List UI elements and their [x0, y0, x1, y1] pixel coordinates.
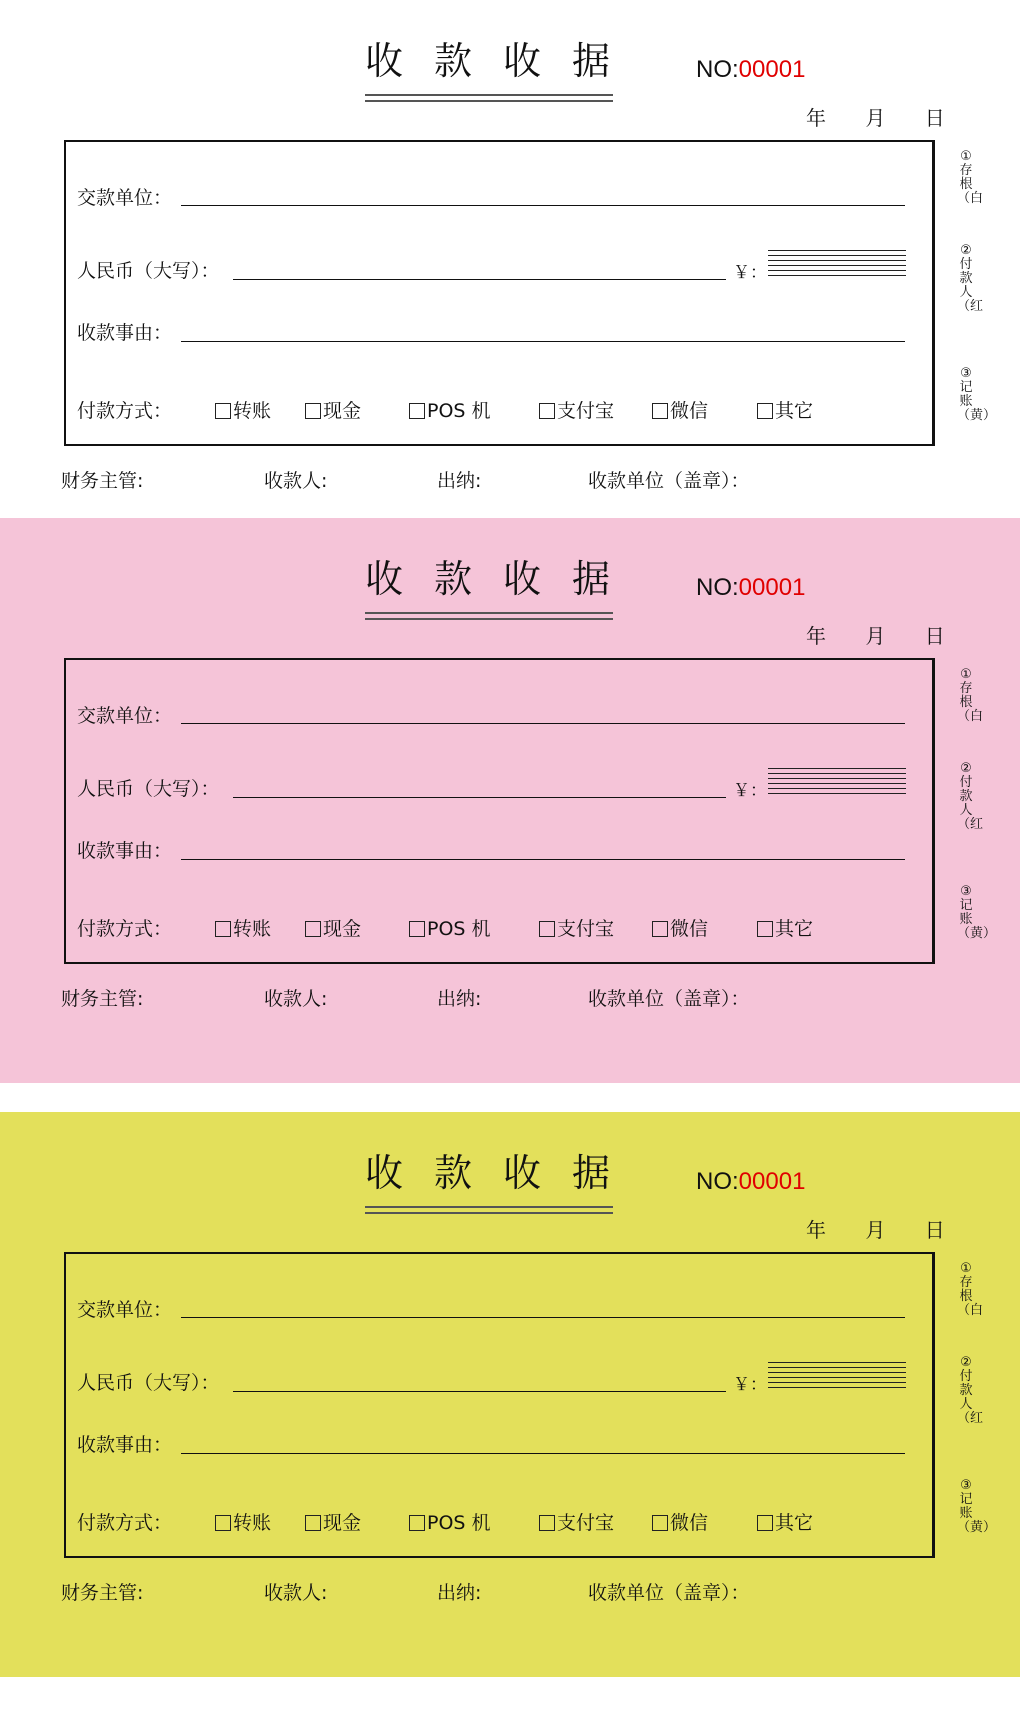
payment-option-alipay[interactable]	[539, 396, 614, 423]
checkbox-icon[interactable]	[539, 403, 555, 419]
yen-label: ￥：	[733, 263, 767, 283]
payment-option-pos[interactable]	[409, 1508, 491, 1535]
title-underline	[365, 100, 613, 102]
receipt-title: 收款收据	[365, 1151, 642, 1195]
side-note-accounting: ③记账（黄）	[957, 366, 997, 423]
receipt-copy	[0, 518, 1020, 1083]
side-note-payer: ②付款人（红	[957, 243, 984, 314]
payment-option-wechat[interactable]	[652, 396, 708, 423]
receipt-number-prefix: NO:	[696, 56, 739, 83]
receipt-number	[696, 574, 805, 602]
checkbox-icon[interactable]	[652, 921, 668, 937]
signature-finance-supervisor: 财务主管:	[61, 1582, 144, 1604]
signature-payee: 收款人:	[264, 470, 328, 492]
payment-option-transfer[interactable]	[215, 914, 271, 941]
payment-option-label: 其它	[775, 400, 814, 422]
payment-option-label: 其它	[775, 1512, 814, 1534]
payment-option-transfer[interactable]	[215, 1508, 271, 1535]
payment-method-label: 付款方式：	[77, 918, 173, 940]
date-row	[806, 1214, 945, 1243]
side-note-payer: ②付款人（红	[957, 761, 984, 832]
signature-cashier: 出纳:	[437, 988, 482, 1010]
payment-method-label: 付款方式：	[77, 400, 173, 422]
signature-receiving-unit-seal: 收款单位（盖章）：	[588, 1582, 750, 1604]
payer-field[interactable]	[181, 1317, 905, 1318]
reason-label: 收款事由：	[77, 1434, 173, 1456]
checkbox-icon[interactable]	[409, 1515, 425, 1531]
checkbox-icon[interactable]	[652, 1515, 668, 1531]
yen-label: ￥：	[733, 1375, 767, 1395]
payment-option-cash[interactable]	[305, 1508, 361, 1535]
date-year: 年	[806, 624, 826, 648]
signature-finance-supervisor: 财务主管:	[61, 470, 144, 492]
reason-label: 收款事由：	[77, 322, 173, 344]
payment-option-cash[interactable]	[305, 914, 361, 941]
date-month: 月	[865, 624, 886, 648]
side-note-stub: ①存根（白	[957, 667, 984, 724]
amount-figures-field[interactable]	[768, 768, 906, 804]
payment-option-label: 微信	[670, 918, 709, 940]
title-underline	[365, 1212, 613, 1214]
signature-receiving-unit-seal: 收款单位（盖章）：	[588, 470, 750, 492]
checkbox-icon[interactable]	[305, 1515, 321, 1531]
payment-option-wechat[interactable]	[652, 1508, 708, 1535]
date-year: 年	[806, 1218, 826, 1242]
payer-field[interactable]	[181, 723, 905, 724]
amount-words-label: 人民币（大写）：	[77, 1372, 220, 1394]
payment-option-label: 现金	[323, 1512, 362, 1534]
payment-option-label: 微信	[670, 400, 709, 422]
receipt-title: 收款收据	[365, 557, 642, 601]
receipt-number	[696, 56, 805, 84]
amount-words-field[interactable]	[233, 797, 726, 798]
receipt-number-value: 00001	[738, 56, 806, 83]
checkbox-icon[interactable]	[305, 921, 321, 937]
title-underline	[365, 618, 613, 620]
payment-option-other[interactable]	[757, 914, 813, 941]
payment-option-pos[interactable]	[409, 396, 491, 423]
payment-option-transfer[interactable]	[215, 396, 271, 423]
payment-option-label: 现金	[323, 918, 362, 940]
receipt-number-prefix: NO:	[696, 1168, 739, 1195]
date-year: 年	[806, 106, 826, 130]
side-note-stub: ①存根（白	[957, 1261, 984, 1318]
payment-method-label: 付款方式：	[77, 1512, 173, 1534]
payment-option-label: POS 机	[427, 400, 491, 422]
payment-option-alipay[interactable]	[539, 914, 614, 941]
signature-finance-supervisor: 财务主管:	[61, 988, 144, 1010]
checkbox-icon[interactable]	[215, 1515, 231, 1531]
payment-option-label: 微信	[670, 1512, 709, 1534]
checkbox-icon[interactable]	[757, 1515, 773, 1531]
side-note-accounting: ③记账（黄）	[957, 884, 997, 941]
receipt-title: 收款收据	[365, 39, 642, 83]
payment-option-label: 其它	[775, 918, 814, 940]
payment-option-pos[interactable]	[409, 914, 491, 941]
amount-words-field[interactable]	[233, 1391, 726, 1392]
reason-label: 收款事由：	[77, 840, 173, 862]
side-note-payer: ②付款人（红	[957, 1355, 984, 1426]
signature-payee: 收款人:	[264, 988, 328, 1010]
amount-words-field[interactable]	[233, 279, 726, 280]
payment-option-other[interactable]	[757, 1508, 813, 1535]
payment-option-label: 支付宝	[557, 918, 615, 940]
payer-label: 交款单位：	[77, 187, 173, 209]
receipt-frame-shadow	[932, 1252, 935, 1558]
side-note-accounting: ③记账（黄）	[957, 1478, 997, 1535]
yen-label: ￥：	[733, 781, 767, 801]
date-month: 月	[865, 106, 886, 130]
payment-option-alipay[interactable]	[539, 1508, 614, 1535]
side-note-stub: ①存根（白	[957, 149, 984, 206]
payment-option-label: 现金	[323, 400, 362, 422]
checkbox-icon[interactable]	[757, 403, 773, 419]
title-underline	[365, 612, 613, 614]
signature-cashier: 出纳:	[437, 470, 482, 492]
title-underline	[365, 94, 613, 96]
receipt-copy	[0, 1112, 1020, 1677]
checkbox-icon[interactable]	[409, 403, 425, 419]
checkbox-icon[interactable]	[757, 921, 773, 937]
receipt-number-value: 00001	[738, 1168, 806, 1195]
date-row	[806, 102, 945, 131]
checkbox-icon[interactable]	[652, 403, 668, 419]
checkbox-icon[interactable]	[539, 1515, 555, 1531]
checkbox-icon[interactable]	[215, 921, 231, 937]
receipt-frame-shadow	[932, 658, 935, 964]
payer-label: 交款单位：	[77, 1299, 173, 1321]
reason-field[interactable]	[181, 1453, 905, 1454]
receipt-frame-shadow	[932, 140, 935, 446]
payment-option-other[interactable]	[757, 396, 813, 423]
payment-option-label: POS 机	[427, 1512, 491, 1534]
signature-payee: 收款人:	[264, 1582, 328, 1604]
date-month: 月	[865, 1218, 886, 1242]
amount-figures-field[interactable]	[768, 1362, 906, 1398]
signature-receiving-unit-seal: 收款单位（盖章）：	[588, 988, 750, 1010]
payment-option-label: 转账	[233, 918, 272, 940]
date-day: 日	[924, 1218, 945, 1242]
checkbox-icon[interactable]	[539, 921, 555, 937]
payment-option-label: POS 机	[427, 918, 491, 940]
title-underline	[365, 1206, 613, 1208]
date-row	[806, 620, 945, 649]
amount-words-label: 人民币（大写）：	[77, 778, 220, 800]
payment-option-wechat[interactable]	[652, 914, 708, 941]
checkbox-icon[interactable]	[215, 403, 231, 419]
amount-words-label: 人民币（大写）：	[77, 260, 220, 282]
payer-field[interactable]	[181, 205, 905, 206]
amount-figures-field[interactable]	[768, 250, 906, 286]
checkbox-icon[interactable]	[305, 403, 321, 419]
reason-field[interactable]	[181, 341, 905, 342]
receipt-copy	[0, 0, 1020, 518]
payer-label: 交款单位：	[77, 705, 173, 727]
payment-option-label: 转账	[233, 1512, 272, 1534]
receipt-number	[696, 1168, 805, 1196]
payment-option-label: 转账	[233, 400, 272, 422]
receipt-number-prefix: NO:	[696, 574, 739, 601]
reason-field[interactable]	[181, 859, 905, 860]
payment-option-cash[interactable]	[305, 396, 361, 423]
date-day: 日	[924, 106, 945, 130]
checkbox-icon[interactable]	[409, 921, 425, 937]
payment-option-label: 支付宝	[557, 400, 615, 422]
receipt-number-value: 00001	[738, 574, 806, 601]
signature-cashier: 出纳:	[437, 1582, 482, 1604]
date-day: 日	[924, 624, 945, 648]
payment-option-label: 支付宝	[557, 1512, 615, 1534]
